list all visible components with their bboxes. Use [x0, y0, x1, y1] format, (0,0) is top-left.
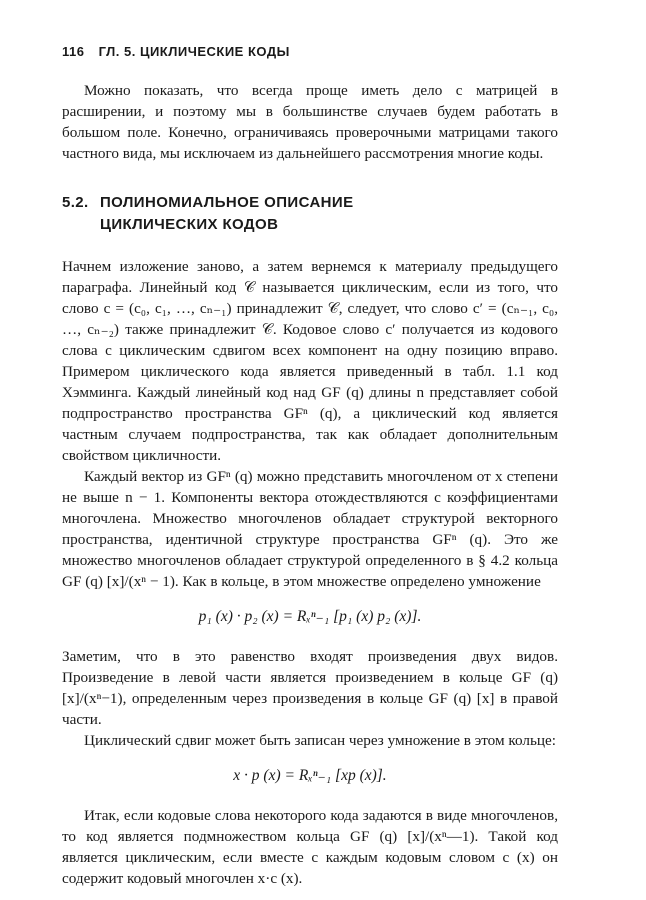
section-title-line1: ПОЛИНОМИАЛЬНОЕ ОПИСАНИЕ	[100, 194, 354, 211]
running-head	[62, 44, 558, 58]
formula-cyclic-shift: x · p (x) = Rₓⁿ₋₁ [xp (x)].	[233, 767, 387, 784]
chapter-title: ГЛ. 5. ЦИКЛИЧЕСКИЕ КОДЫ	[98, 44, 290, 59]
paragraph-cyclic-definition: Начнем изложение заново, а затем вернемся к материалу предыдущего параграфа. Линейный код 𝒞 называется циклическим, если из того, что слово c = (c₀, c₁, …, cₙ₋₁) принадлежит 𝒞, следует, что слово c′ = (cₙ₋₁, c₀, …, cₙ₋₂) также принадлежит 𝒞. Кодовое слово c′ получается из кодового слова c циклическим сдвигом всех компонент на одну позицию вправо. Примером циклического кода является приведенный в табл. 1.1 код Хэмминга. Каждый линейный код над GF (q) длины n представляет собой подпространство пространства GFⁿ (q), а циклический код является частным случаем подпространства, так как обладает дополнительным свойством цикличности.	[62, 258, 558, 464]
paragraph-conclusion: Итак, если кодовые слова некоторого кода задаются в виде многочленов, то код является подмножеством кольца GF (q) [x]/(xⁿ—1). Такой код является циклическим, если вместе с каждым кодовым словом c (x) он содержит кодовый многочлен x·c (x).	[62, 807, 558, 887]
book-page	[62, 44, 558, 889]
section-title-line2: ЦИКЛИЧЕСКИХ КОДОВ	[100, 216, 279, 233]
paragraph-polynomial-representation: Каждый вектор из GFⁿ (q) можно представить многочленом от x степени не выше n − 1. Компоненты вектора отождествляются с коэффициентами многочлена. Множество многочленов обладает структурой векторного пространства, идентичной структуре пространства GFⁿ (q). Это же множество многочленов обладает структурой определенного в § 4.2 кольца GF (q) [x]/(xⁿ − 1). Как в кольце, в этом множестве определено умножение	[62, 468, 558, 590]
section-number: 5.2.	[62, 194, 89, 211]
paragraph-two-products: Заметим, что в это равенство входят произведения двух видов. Произведение в левой части является произведением в кольце GF (q) [x]/(xⁿ−1), определенным через произведения в кольце GF (q) [x] в правой части.	[62, 648, 558, 728]
page-number: 116	[62, 44, 85, 59]
formula-ring-product: p₁ (x) · p₂ (x) = Rₓⁿ₋₁ [p₁ (x) p₂ (x)].	[198, 608, 422, 625]
intro-paragraph: Можно показать, что всегда проще иметь дело с матрицей в расширении, и поэтому мы в большинстве случаев будем работать в большом поле. Конечно, ограничиваясь проверочными матрицами такого частного вида, мы исключаем из дальнейшего рассмотрения многие коды.	[62, 82, 558, 162]
paragraph-cyclic-shift: Циклический сдвиг может быть записан через умножение в этом кольце:	[84, 732, 556, 749]
section-heading	[62, 192, 558, 236]
